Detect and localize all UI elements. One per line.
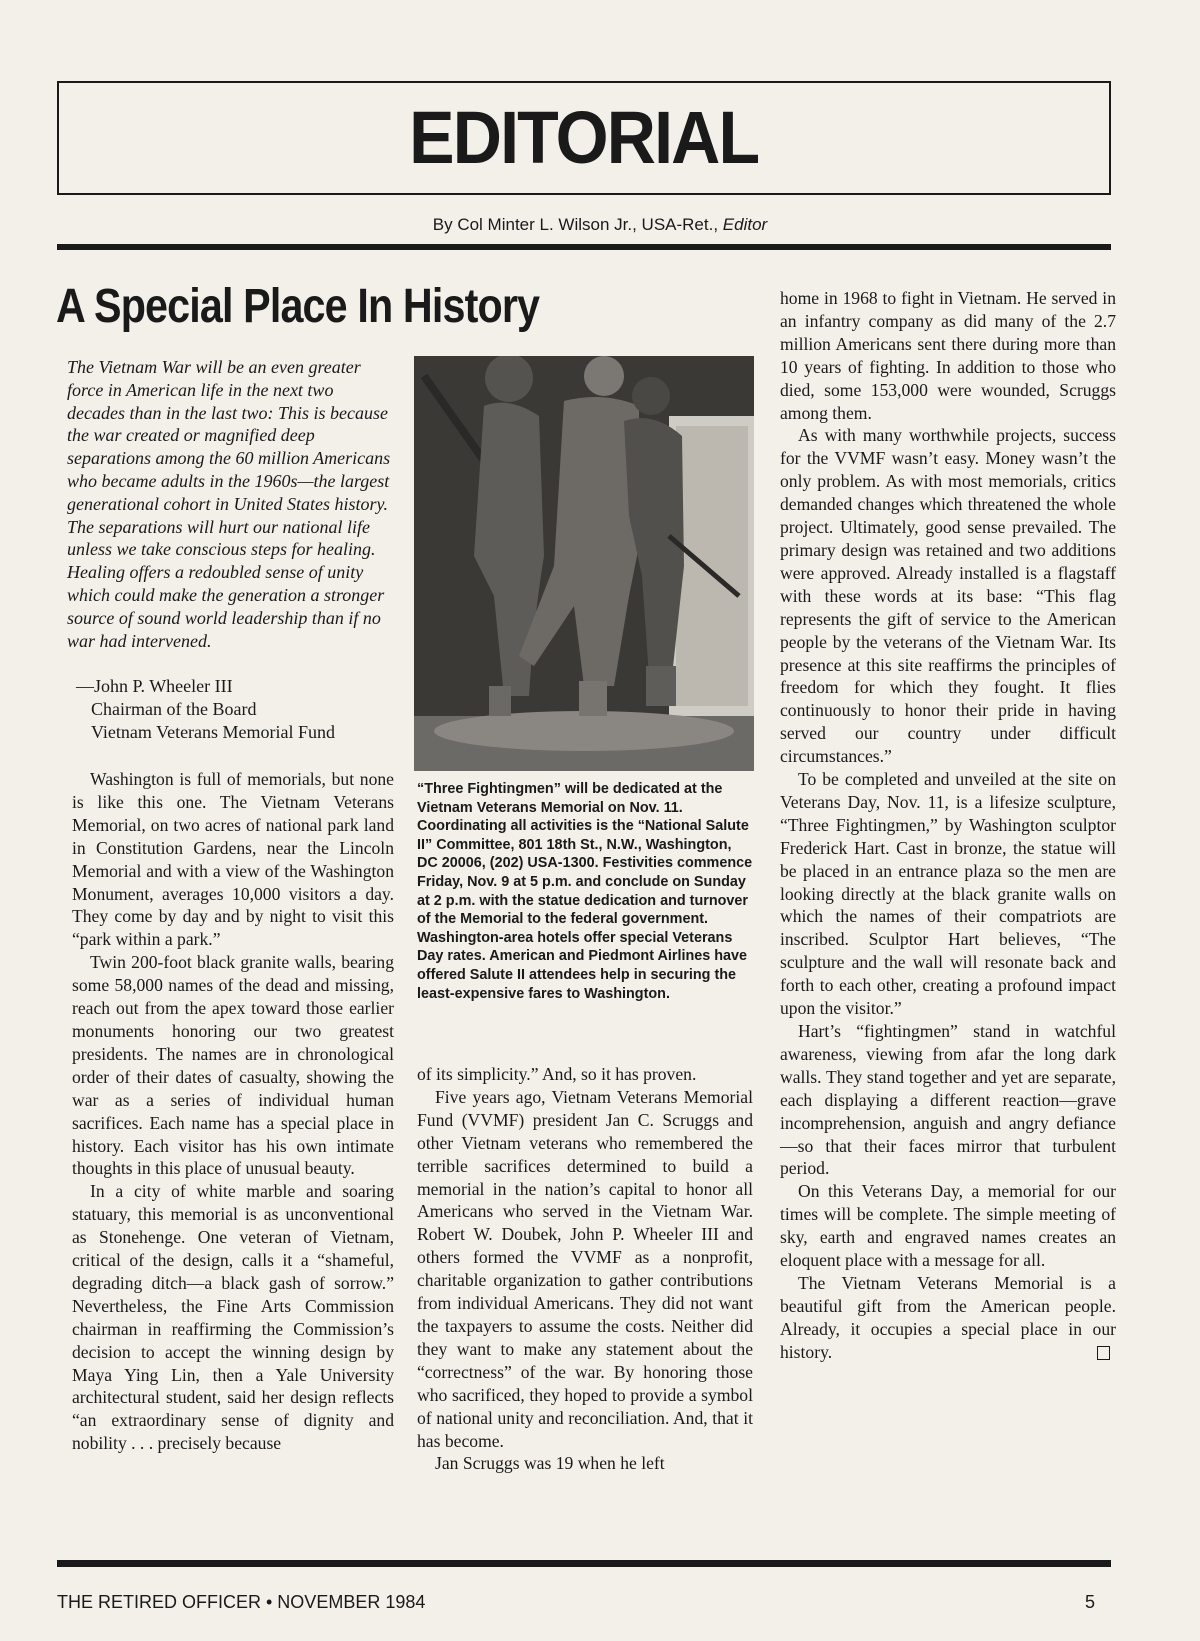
byline-author: By Col Minter L. Wilson Jr., USA-Ret., — [432, 215, 719, 234]
footer-publication: THE RETIRED OFFICER • NOVEMBER 1984 — [57, 1592, 426, 1612]
body-paragraph: Twin 200-foot black granite walls, bearing some 58,000 names of the dead and missing, reach out from the apex toward those earlier monuments honoring our two greatest presidents. The names are in chronological order of their dates of casualty, showing the war as a series of individual human sacrifices. Each name has a special place in history. Each visitor has his own intimate thoughts in this place of unusual beauty. — [72, 952, 394, 1179]
top-rule — [57, 244, 1111, 250]
body-paragraph: home in 1968 to fight in Vietnam. He served in an infantry company as did many of the 2.7 million Americans sent there during more than 10 years of fighting. In addition to those who died, some 153,000 were wounded, Scruggs among them. — [780, 288, 1116, 423]
epigraph: The Vietnam War will be an even greater force in American life in the next two decades than in the last two: This is because the war created or magnified deep separations among the 60 million Americans who became adults in the 1960s—the largest generational cohort in United States history. The separations will hurt our national life unless we take conscious steps for healing. Healing offers a redoubled sense of unity which could make the generation a stronger source of sound world leadership than if no war had intervened. — [67, 357, 391, 651]
page-number: 5 — [1085, 1592, 1096, 1612]
epigraph-attribution — [76, 675, 406, 744]
attribution-org: Vietnam Veterans Memorial Fund — [91, 722, 336, 742]
body-paragraph — [780, 1272, 1116, 1364]
bottom-rule — [57, 1560, 1111, 1567]
byline-role: Editor — [722, 215, 768, 234]
body-paragraph: of its simplicity.” And, so it has proven. — [417, 1064, 697, 1084]
masthead-title: EDITORIAL — [409, 96, 759, 179]
final-paragraph-text: The Vietnam Veterans Memorial is a beautiful gift from the American people. Already, it occupies a special place in our history. — [780, 1272, 1116, 1362]
body-paragraph: On this Veterans Day, a memorial for our times will be complete. The simple meeting of sky, earth and engraved names creates an eloquent place with a message for all. — [780, 1181, 1116, 1271]
photo-caption: “Three Fightingmen” will be dedicated at the Vietnam Veterans Memorial on Nov. 11. Coordinating all activities is the “National Salute II” Committee, 801 18th St., N.W., Washington, DC 20006, (202) USA-1300. Festivities commence Friday, Nov. 9 at 5 p.m. and conclude on Sunday at 2 p.m. with the statue dedication and turnover of the Memorial to the federal government. Washington-area hotels offer special Veterans Day rates. American and Piedmont Airlines have offered Salute II attendees help in securing the least-expensive fares to Washington. — [417, 781, 753, 1002]
byline — [0, 215, 1200, 235]
attribution-title: Chairman of the Board — [91, 699, 257, 719]
article-headline: A Special Place In History — [56, 280, 540, 333]
body-paragraph: Five years ago, Vietnam Veterans Memorial Fund (VVMF) president Jan C. Scruggs and other Vietnam veterans who remembered the terrible sacrifices determined to build a memorial in the nation’s capital to honor all Americans who served in the Vietnam War. Robert W. Doubek, John P. Wheeler III and others formed the VVMF as a nonprofit, charitable organization to gather contributions from individual Americans. They did not want the taxpayers to assume the costs. Neither did they want to make any statement about the “correctness” of the war. By honoring those who sacrificed, they hoped to provide a symbol of national unity and reconciliation. And, that it has become. — [417, 1086, 753, 1451]
three-fightingmen-photo-icon — [414, 356, 754, 771]
body-paragraph: As with many worthwhile projects, success for the VVMF wasn’t easy. Money wasn’t the only problem. As with most memorials, critics demanded changes which threatened the whole project. Ultimately, good sense prevailed. The primary design was retained and two additions were approved. Already installed is a flagstaff with these words at its base: “This flag represents the gift of service to the American people by the veterans of the Vietnam War. Its presence at this site reaffirms the principles of freedom for which they fought. It flies continuously to honor their pride in having served our country under difficult circumstances.” — [780, 425, 1116, 767]
body-column-1 — [72, 768, 394, 1455]
masthead-box — [57, 81, 1111, 195]
body-paragraph: Jan Scruggs was 19 when he left — [435, 1453, 665, 1474]
statue-photo — [414, 356, 754, 771]
attribution-name: —John P. Wheeler III — [76, 676, 233, 696]
body-paragraph: To be completed and unveiled at the site on Veterans Day, Nov. 11, is a lifesize sculpture, “Three Fightingmen,” by Washington sculptor Frederick Hart. Cast in bronze, the statue will be placed in an entrance plaza so the men are looking directly at the black granite walls on which the names of their compatriots are inscribed. Sculptor Hart believes, “The sculpture and the wall will resonate back and forth to each other, creating a profound impact upon the visitor.” — [780, 769, 1116, 1019]
body-paragraph: Washington is full of memorials, but none is like this one. The Vietnam Veterans Memorial, on two acres of national park land in Constitution Gardens, near the Lincoln Memorial and with a view of the Washington Monument, averages 10,000 visitors a day. They come by day and by night to visit this “park within a park.” — [72, 769, 394, 950]
end-of-article-icon — [1097, 1346, 1110, 1360]
body-column-3 — [780, 287, 1116, 1364]
body-paragraph: In a city of white marble and soaring statuary, this memorial is as unconventional as Stonehenge. One veteran of Vietnam, critical of the design, calls it a “shameful, degrading ditch—a black gash of sorrow.” Nevertheless, the Fine Arts Commission chairman in reaffirming the Commission’s decision to accept the winning design by Maya Ying Lin, then a Yale University architectural student, said her design reflects “an extraordinary sense of dignity and nobility . . . precisely because — [72, 1181, 394, 1454]
body-paragraph: Hart’s “fightingmen” stand in watchful awareness, viewing from afar the long dark walls. They stand together and yet are separate, each displaying a different reaction—grave incomprehension, anguish and angry defiance—so that their faces mirror that turbulent period. — [780, 1021, 1116, 1179]
body-column-2 — [417, 1063, 753, 1475]
